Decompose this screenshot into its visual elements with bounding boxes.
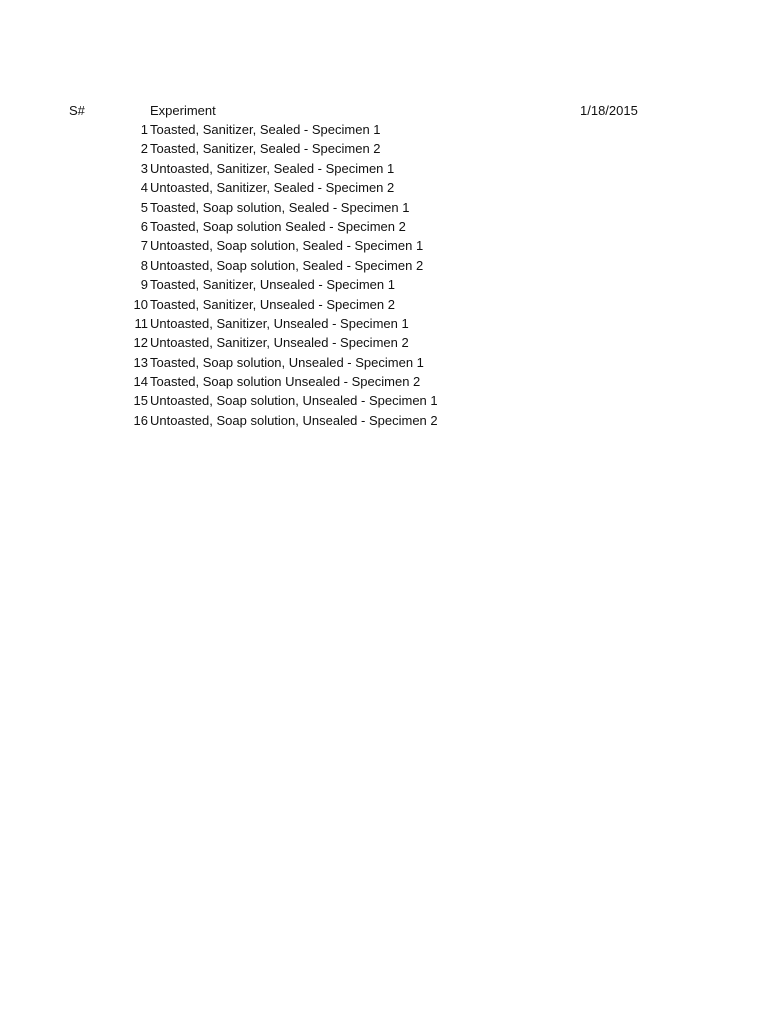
table-row bbox=[0, 391, 768, 410]
date-cell[interactable]: 1/18/2015 bbox=[580, 103, 638, 118]
table-row bbox=[0, 372, 768, 391]
row-number-cell[interactable]: 3 bbox=[140, 160, 148, 176]
row-number-cell[interactable]: 5 bbox=[140, 199, 148, 215]
table-row bbox=[0, 198, 768, 217]
sno-header[interactable]: S# bbox=[69, 103, 85, 118]
table-row bbox=[0, 178, 768, 197]
row-number-cell[interactable]: 15 bbox=[133, 393, 148, 409]
experiment-cell[interactable]: Toasted, Sanitizer, Unsealed - Specimen 1 bbox=[150, 277, 395, 293]
row-number-cell[interactable]: 11 bbox=[134, 315, 148, 331]
experiment-cell[interactable]: Untoasted, Sanitizer, Sealed - Specimen 1 bbox=[150, 160, 395, 176]
table-row bbox=[0, 295, 768, 314]
row-number-cell[interactable]: 8 bbox=[140, 257, 148, 273]
table-row bbox=[0, 411, 768, 430]
table-row bbox=[0, 159, 768, 178]
experiment-cell[interactable]: Toasted, Soap solution, Unsealed - Specimen 1 bbox=[150, 354, 424, 370]
row-number-cell[interactable]: 6 bbox=[140, 218, 148, 234]
experiment-cell[interactable]: Toasted, Sanitizer, Sealed - Specimen 1 bbox=[150, 122, 381, 137]
table-row bbox=[0, 314, 768, 333]
row-number-cell[interactable]: 16 bbox=[133, 412, 148, 428]
row-number-cell[interactable]: 12 bbox=[133, 335, 148, 351]
experiment-cell[interactable]: Toasted, Soap solution, Sealed - Specimen 1 bbox=[150, 199, 410, 215]
experiment-cell[interactable]: Untoasted, Sanitizer, Unsealed - Specimen 1 bbox=[150, 315, 409, 331]
experiment-cell[interactable]: Untoasted, Sanitizer, Sealed - Specimen 2 bbox=[150, 180, 395, 196]
table-row bbox=[0, 353, 768, 372]
table-row bbox=[0, 139, 768, 158]
row-number-cell[interactable]: 4 bbox=[140, 180, 148, 196]
experiment-cell[interactable]: Untoasted, Soap solution, Sealed - Specimen 2 bbox=[150, 257, 424, 273]
table-row bbox=[0, 275, 768, 294]
experiment-list bbox=[0, 120, 768, 430]
row-number-cell[interactable]: 7 bbox=[140, 238, 148, 254]
row-number-cell[interactable]: 9 bbox=[140, 277, 148, 293]
table-row bbox=[0, 333, 768, 352]
experiment-cell[interactable]: Untoasted, Soap solution, Unsealed - Specimen 2 bbox=[150, 412, 438, 428]
experiment-cell[interactable]: Toasted, Sanitizer, Sealed - Specimen 2 bbox=[150, 141, 381, 157]
row-number-cell[interactable]: 13 bbox=[133, 354, 148, 370]
table-row bbox=[0, 236, 768, 255]
row-number-cell[interactable]: 10 bbox=[133, 296, 148, 312]
table-row bbox=[0, 120, 768, 139]
table-row bbox=[0, 256, 768, 275]
experiment-cell[interactable]: Toasted, Soap solution Unsealed - Specimen 2 bbox=[150, 374, 421, 390]
header-row bbox=[0, 101, 768, 120]
row-number-cell[interactable]: 14 bbox=[133, 374, 148, 390]
row-number-cell[interactable]: 2 bbox=[140, 141, 148, 157]
table-row bbox=[0, 217, 768, 236]
row-number-cell[interactable]: 1 bbox=[140, 122, 148, 137]
experiment-cell[interactable]: Toasted, Soap solution Sealed - Specimen 2 bbox=[150, 218, 406, 234]
experiment-cell[interactable]: Toasted, Sanitizer, Unsealed - Specimen 2 bbox=[150, 296, 395, 312]
experiment-cell[interactable]: Untoasted, Sanitizer, Unsealed - Specimen 2 bbox=[150, 335, 409, 351]
experiment-header[interactable]: Experiment bbox=[150, 103, 216, 118]
experiment-cell[interactable]: Untoasted, Soap solution, Unsealed - Specimen 1 bbox=[150, 393, 438, 409]
experiment-cell[interactable]: Untoasted, Soap solution, Sealed - Specimen 1 bbox=[150, 238, 424, 254]
